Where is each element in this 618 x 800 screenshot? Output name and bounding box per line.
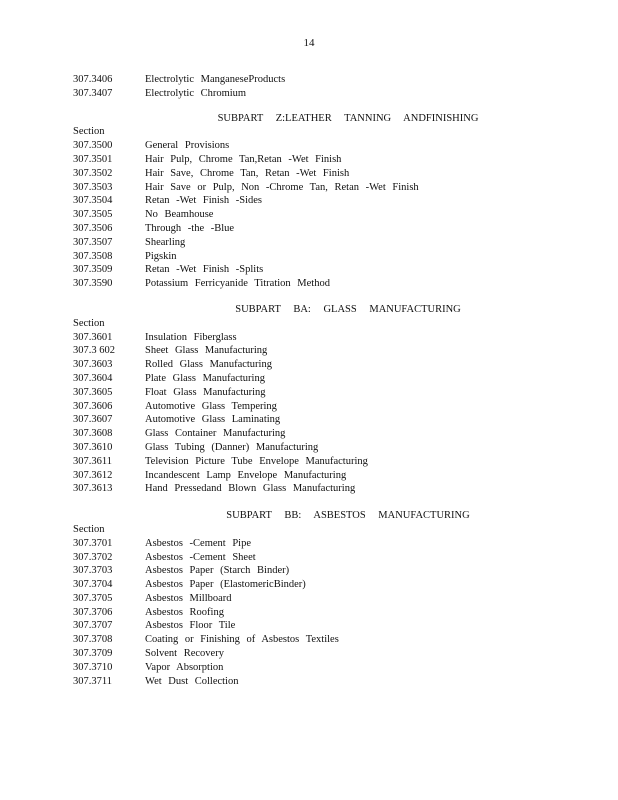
section-code: 307.3606: [73, 400, 113, 412]
section-title: Hair Save, Chrome Tan, Retan -Wet Finish: [145, 167, 350, 179]
section-code: 307.3509: [73, 264, 113, 276]
section-title: Asbestos Millboard: [145, 592, 232, 604]
section-title: Asbestos Paper (ElastomericBinder): [145, 579, 306, 591]
section-title: Hair Pulp, Chrome Tan,Retan -Wet Finish: [145, 153, 342, 165]
section-code: 307.3706: [73, 606, 113, 618]
list-item: [73, 153, 553, 167]
subpart-heading: SUBPART BB: ASBESTOS MANUFACTURING: [226, 510, 470, 522]
list-item: [73, 386, 553, 400]
list-item: [73, 222, 553, 236]
section-title: No Beamhouse: [145, 209, 214, 221]
section-code: 307.3503: [73, 181, 113, 193]
section-code: 307.3504: [73, 195, 113, 207]
section-label: Section: [73, 317, 105, 329]
list-item: [73, 551, 553, 565]
section-code: 307.3607: [73, 414, 113, 426]
section-code: 307.3711: [73, 675, 112, 687]
section-title: Potassium Ferricyanide Titration Method: [145, 278, 330, 290]
list-item: [73, 606, 553, 620]
list-item: [73, 455, 553, 469]
section-code: 307.3507: [73, 236, 113, 248]
section-title: Retan -Wet Finish -Sides: [145, 195, 263, 207]
section-title: Solvent Recovery: [145, 648, 224, 660]
list-item: [73, 564, 553, 578]
section-label: Section: [73, 523, 105, 535]
section-code: 307.3501: [73, 153, 113, 165]
subpart-z: [73, 112, 553, 291]
section-code: 307.3703: [73, 565, 113, 577]
section-code: 307.3505: [73, 209, 113, 221]
section-title: Retan -Wet Finish -Splits: [145, 264, 264, 276]
section-code: 307.3601: [73, 331, 113, 343]
list-item: [73, 73, 553, 87]
list-item: [73, 441, 553, 455]
section-title: Automotive Glass Tempering: [145, 400, 277, 412]
list-item: [73, 675, 553, 689]
section-title: Float Glass Manufacturing: [145, 386, 266, 398]
section-title: Asbestos -Cement Pipe: [145, 537, 251, 549]
section-title: Electrolytic Chromium: [145, 87, 247, 99]
section-code: 307.3608: [73, 428, 113, 440]
subpart-ba: [73, 303, 553, 496]
list-item: [73, 181, 553, 195]
section-title: Asbestos Roofing: [145, 606, 224, 618]
list-item: [73, 250, 553, 264]
section-code: 307.3407: [73, 87, 113, 99]
subpart-heading: SUBPART BA: GLASS MANUFACTURING: [235, 303, 461, 315]
section-code: 307.3604: [73, 372, 113, 384]
list-item: [73, 277, 553, 291]
section-title: Rolled Glass Manufacturing: [145, 359, 272, 371]
section-title: Through -the -Blue: [145, 222, 235, 234]
subpart-bb: [73, 509, 553, 688]
section-code: 307.3506: [73, 222, 113, 234]
section-code: 307.3610: [73, 441, 113, 453]
section-code: 307.3704: [73, 579, 113, 591]
list-item: [73, 647, 553, 661]
section-title: Vapor Absorption: [145, 661, 224, 673]
list-item: [73, 358, 553, 372]
list-item: [73, 236, 553, 250]
list-item: [73, 263, 553, 277]
section-title: Coating or Finishing of Asbestos Textiles: [145, 634, 339, 646]
section-code: 307.3 602: [73, 345, 115, 357]
list-item: [73, 194, 553, 208]
list-item: [73, 87, 553, 101]
section-title: Glass Container Manufacturing: [145, 428, 286, 440]
list-item: [73, 619, 553, 633]
section-title: Insulation Fiberglass: [145, 331, 237, 343]
section-code: 307.3612: [73, 469, 113, 481]
section-title: General Provisions: [145, 140, 230, 152]
list-item: [73, 592, 553, 606]
list-item: [73, 372, 553, 386]
section-title: Television Picture Tube Envelope Manufacturing: [145, 455, 368, 467]
list-item: [73, 469, 553, 483]
section-code: 307.3710: [73, 661, 113, 673]
list-item: [73, 537, 553, 551]
section-code: 307.3603: [73, 359, 113, 371]
list-item: [73, 139, 553, 153]
section-code: 307.3709: [73, 648, 113, 660]
section-code: 307.3707: [73, 620, 113, 632]
section-code: 307.3500: [73, 140, 113, 152]
section-title: Asbestos Paper (Starch Binder): [145, 565, 290, 577]
section-code: 307.3708: [73, 634, 113, 646]
section-title: Automotive Glass Laminating: [145, 414, 281, 426]
section-title: Plate Glass Manufacturing: [145, 372, 265, 384]
list-item: [73, 344, 553, 358]
section-code: 307.3611: [73, 455, 112, 467]
section-code: 307.3705: [73, 592, 113, 604]
section-title: Wet Dust Collection: [145, 675, 239, 687]
list-item: [73, 208, 553, 222]
section-title: Asbestos -Cement Sheet: [145, 551, 256, 563]
section-code: 307.3701: [73, 537, 113, 549]
list-item: [73, 482, 553, 496]
document-body: [73, 73, 553, 688]
list-item: [73, 167, 553, 181]
list-item: [73, 413, 553, 427]
subpart-heading: SUBPART Z:LEATHER TANNING ANDFINISHING: [217, 112, 479, 124]
section-title: Electrolytic ManganeseProducts: [145, 74, 286, 85]
section-label: Section: [73, 126, 105, 138]
list-item: [73, 633, 553, 647]
section-code: 307.3613: [73, 483, 113, 495]
section-title: Shearling: [145, 236, 186, 248]
section-title: Hand Pressedand Blown Glass Manufacturing: [145, 483, 356, 495]
section-title: Hair Save or Pulp, Non -Chrome Tan, Retan -Wet Finish: [145, 181, 419, 193]
preface-list: [73, 73, 553, 101]
list-item: [73, 661, 553, 675]
section-code: 307.3508: [73, 250, 113, 262]
list-item: [73, 427, 553, 441]
section-title: Sheet Glass Manufacturing: [145, 345, 268, 357]
section-code: 307.3406: [73, 74, 113, 85]
section-title: Asbestos Floor Tile: [145, 620, 236, 632]
section-title: Incandescent Lamp Envelope Manufacturing: [145, 469, 347, 481]
section-title: Pigskin: [145, 250, 177, 262]
page-number: 14: [303, 37, 315, 49]
section-code: 307.3590: [73, 278, 113, 290]
section-code: 307.3702: [73, 551, 113, 563]
list-item: [73, 331, 553, 345]
section-title: Glass Tubing (Danner) Manufacturing: [145, 441, 319, 453]
list-item: [73, 578, 553, 592]
section-code: 307.3502: [73, 167, 113, 179]
list-item: [73, 400, 553, 414]
section-code: 307.3605: [73, 386, 113, 398]
